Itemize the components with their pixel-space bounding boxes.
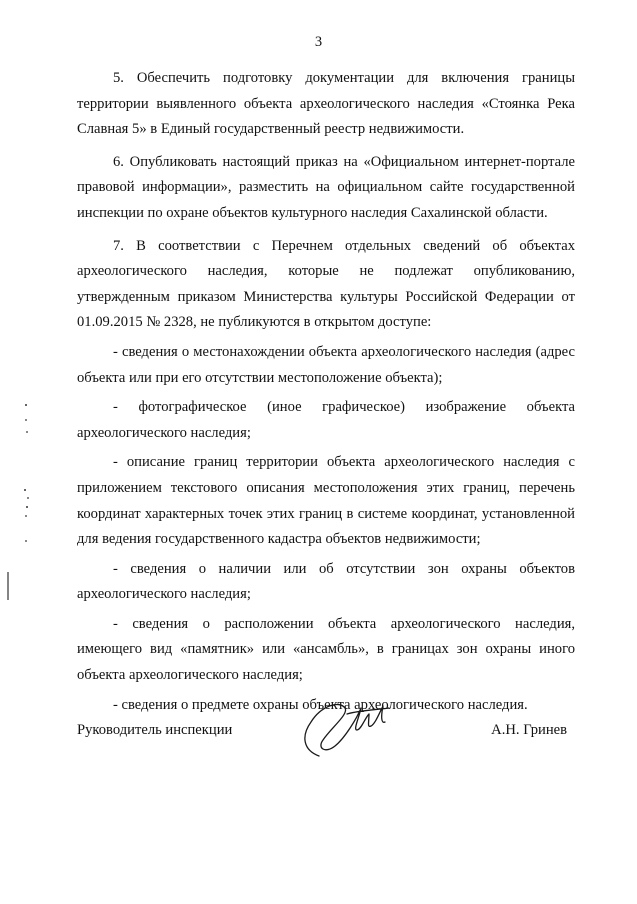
list-item-protection-zones: - сведения о наличии или об отсутствии зон охраны объектов археологического наследия; [77,560,575,603]
list-item-location-in-zones: - сведения о расположении объекта археологического наследия, имеющего вид «памятник» или «ансамбль», в границах зон охраны иного объекта археологического наследия; [77,615,575,684]
list-item-location: - сведения о местонахождении объекта археологического наследия (адрес объекта или при его отсутствии местоположение объекта); [77,343,575,386]
list-item-photo: - фотографическое (иное графическое) изображение объекта археологического наследия; [77,399,575,441]
list-item-boundaries: - описание границ территории объекта археологического наследия с приложением текстового описания местоположения этих границ, перечень координат характерных точек этих границ в системе координат, установленной для ведения государственного кадастра объектов недвижимости; [77,454,575,548]
document-body [77,66,575,718]
paragraph-6: 6. Опубликовать настоящий приказ на «Официальном интернет-портале правовой информации», разместить на официальном сайте государственной инспекции по охране объектов культурного наследия Сахалинской области. [77,153,575,221]
handwritten-signature [287,684,397,764]
signature-block [77,722,575,782]
paragraph-5: 5. Обеспечить подготовку документации для включения границы территории выявленного объекта археологического наследия «Стоянка Река Славная 5» в Единый государственный реестр недвижимости. [77,70,575,138]
list-item-protection-subject: - сведения о предмете охраны объекта археологического наследия. [113,696,528,713]
paragraph-7: 7. В соответствии с Перечнем отдельных сведений об объектах археологического наследия, которые не подлежат опубликованию, утвержденным приказом Министерства культуры Российской Федерации от 01.09.2015 № 2328, не публикуются в открытом доступе: [77,237,575,331]
signer-name: А.Н. Гринев [491,722,567,738]
signer-title: Руководитель инспекции [77,722,233,738]
page-number: 3 [314,34,323,50]
scan-margin-marks [0,0,80,904]
